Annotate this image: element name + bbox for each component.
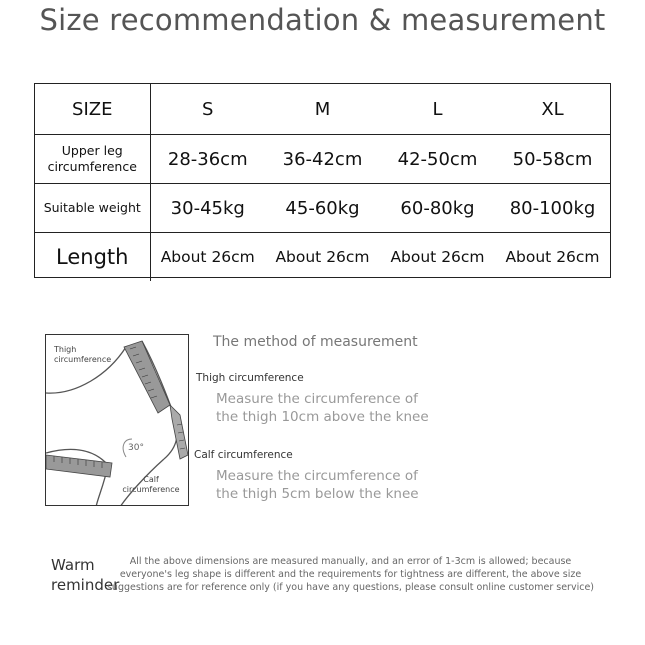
header-s: S: [150, 84, 265, 135]
table-row: [35, 184, 610, 233]
table-cell: 45-60kg: [265, 184, 380, 233]
table-cell: About 26cm: [160, 248, 255, 266]
table-cell: About 26cm: [505, 248, 600, 266]
table-cell: 36-42cm: [265, 135, 380, 184]
warm-reminder-text: All the above dimensions are measured manually, and an error of 1-3cm is allowed; because everyone's leg shape is different and the requirements for tightness are different, the above size suggestions are for reference only (if you have any questions, please consult online customer service): [106, 556, 595, 593]
method-title: The method of measurement: [213, 334, 418, 350]
diagram-thigh-label: Thigh circumference: [54, 345, 112, 364]
diagram-calf-label: Calf circumference: [122, 475, 180, 494]
table-row: [35, 233, 610, 282]
angle-label: 30°: [128, 443, 144, 453]
table-cell: 30-45kg: [150, 184, 265, 233]
header-size: SIZE: [35, 84, 150, 135]
thigh-description-line1: Measure the circumference of: [216, 391, 418, 407]
row-label-upper-leg: Upper leg circumference: [35, 135, 150, 184]
table-header-row: [35, 84, 610, 135]
table-cell: 60-80kg: [380, 184, 495, 233]
page-title: Size recommendation & measurement: [39, 3, 606, 37]
table-cell: 50-58cm: [495, 135, 610, 184]
row-label-length: Length: [35, 233, 150, 282]
row-label-weight: Suitable weight: [35, 184, 150, 233]
warm-reminder-label: Warm reminder: [51, 556, 120, 594]
thigh-description-line2: the thigh 10cm above the knee: [216, 409, 429, 425]
table-cell: About 26cm: [390, 248, 485, 266]
leg-measurement-diagram: [45, 334, 189, 506]
size-chart-table: [34, 83, 611, 278]
table-row: [35, 135, 610, 184]
table-cell: 80-100kg: [495, 184, 610, 233]
header-xl: XL: [495, 84, 610, 135]
table-cell: 42-50cm: [380, 135, 495, 184]
header-m: M: [265, 84, 380, 135]
thigh-title: Thigh circumference: [196, 372, 304, 384]
calf-description-line2: the thigh 5cm below the knee: [216, 486, 419, 502]
table-cell: 28-36cm: [150, 135, 265, 184]
calf-description-line1: Measure the circumference of: [216, 468, 418, 484]
calf-title: Calf circumference: [194, 449, 293, 461]
header-l: L: [380, 84, 495, 135]
table-cell: About 26cm: [275, 248, 370, 266]
